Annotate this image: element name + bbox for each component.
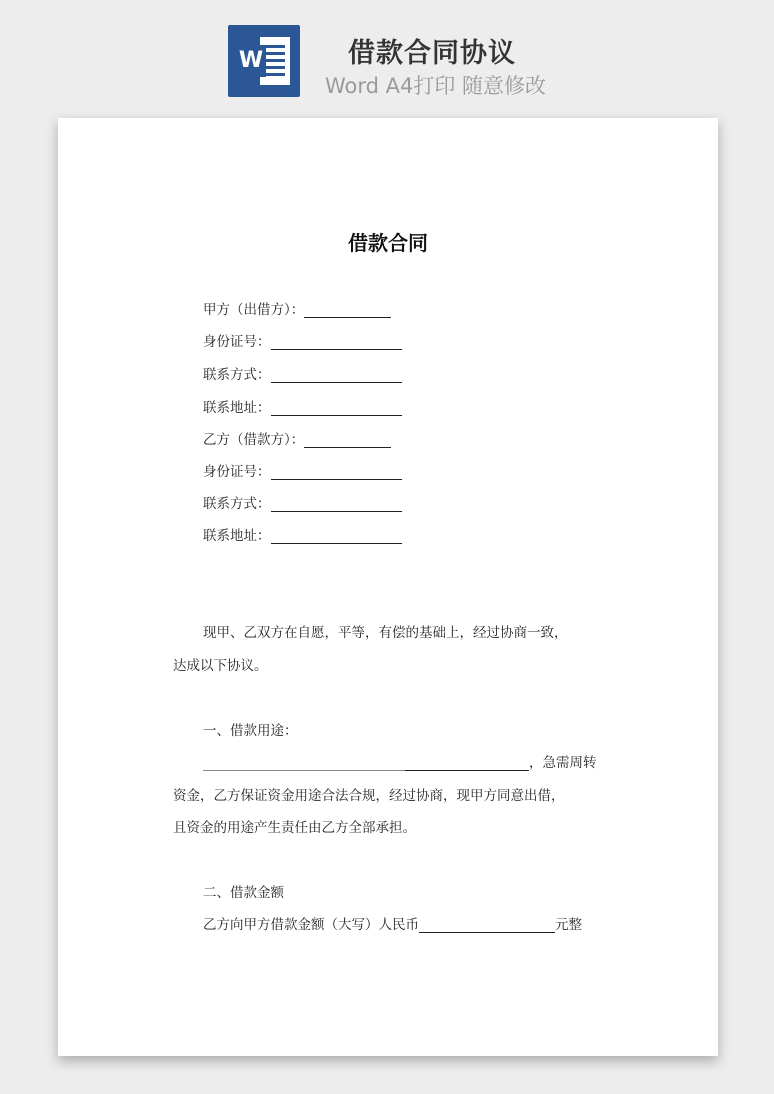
section-1-line-1 — [203, 751, 597, 771]
party-a-name-field — [203, 298, 391, 318]
party-b-id-field — [203, 460, 402, 480]
word-document-icon — [228, 25, 300, 97]
section-1-heading: 一、借款用途： — [203, 723, 298, 739]
section-2-heading: 二、借款金额 — [203, 885, 284, 901]
party-a-name-blank[interactable] — [304, 301, 391, 318]
party-a-id-blank[interactable] — [271, 333, 402, 350]
intro-line-2: 达成以下协议。 — [173, 658, 268, 674]
section-1-line-1-tail: ，急需周转 — [529, 755, 597, 771]
party-b-name-label: 乙方（借款方）： — [203, 432, 305, 448]
party-b-id-label: 身份证号： — [203, 464, 271, 480]
section-1-line-3: 且资金的用途产生责任由乙方全部承担。 — [173, 820, 416, 836]
party-a-contact-field — [203, 363, 402, 383]
party-a-name-label: 甲方（出借方）： — [203, 302, 305, 318]
header-title: 借款合同协议 — [348, 38, 516, 69]
header-subtitle: Word A4打印 随意修改 — [325, 74, 547, 98]
purpose-blank[interactable] — [405, 755, 529, 771]
party-a-address-field — [203, 396, 402, 416]
party-a-contact-label: 联系方式： — [203, 367, 271, 383]
section-1-line-2: 资金，乙方保证资金用途合法合规，经过协商，现甲方同意出借， — [173, 788, 565, 804]
party-b-name-blank[interactable] — [304, 431, 391, 448]
party-b-name-field — [203, 428, 391, 448]
intro-line-1: 现甲、乙双方在自愿，平等，有偿的基础上，经过协商一致， — [203, 625, 568, 641]
party-b-address-label: 联系地址： — [203, 528, 271, 544]
party-a-address-blank[interactable] — [271, 399, 402, 416]
party-a-address-label: 联系地址： — [203, 400, 271, 416]
party-b-id-blank[interactable] — [271, 463, 402, 480]
party-b-address-field — [203, 524, 402, 544]
section-2-line-1-tail: 元整 — [555, 917, 582, 933]
party-b-contact-blank[interactable] — [271, 495, 402, 512]
party-a-id-field — [203, 330, 402, 350]
party-a-contact-blank[interactable] — [271, 366, 402, 383]
party-b-contact-field — [203, 492, 402, 512]
section-2-line-1-head: 乙方向甲方借款金额（大写）人民币 — [203, 917, 419, 933]
section-2-line-1 — [203, 913, 582, 933]
header — [0, 0, 774, 110]
amount-blank[interactable] — [419, 917, 555, 933]
party-b-address-blank[interactable] — [271, 527, 402, 544]
party-a-id-label: 身份证号： — [203, 334, 271, 350]
word-icon-letter: W — [236, 45, 266, 77]
purpose-blank-light[interactable] — [203, 755, 405, 771]
document-title: 借款合同 — [348, 231, 428, 255]
document-page — [58, 118, 718, 1056]
party-b-contact-label: 联系方式： — [203, 496, 271, 512]
